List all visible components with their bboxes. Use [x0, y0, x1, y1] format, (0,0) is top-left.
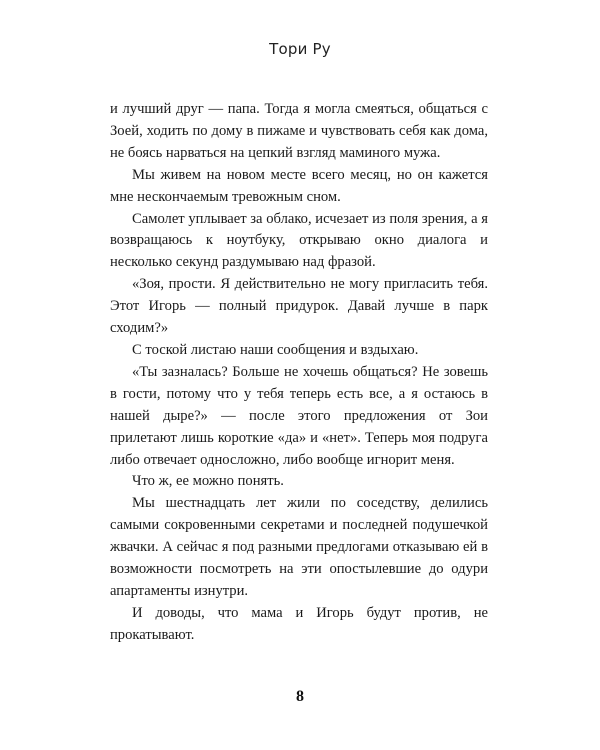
paragraph: «Зоя, прости. Я действительно не могу пригласить тебя. Этот Игорь — полный придурок. Давай лучше в парк сходим?»: [110, 276, 488, 337]
paragraph: И доводы, что мама и Игорь будут против, не прокатывают.: [110, 604, 488, 643]
paragraph: Мы живем на новом месте всего месяц, но он кажется мне нескончаемым тревожным сном.: [110, 166, 488, 205]
running-title: Тори Ру: [269, 40, 331, 58]
paragraph: Что ж, ее можно понять.: [132, 473, 284, 490]
paragraph: «Ты зазналась? Больше не хочешь общаться? Не зовешь в гости, потому что у тебя теперь есть все, а я остаюсь в нашей дыре?» — после этого предложения от Зои прилетают лишь короткие «да» и «нет». Теперь моя подруга либо отвечает односложно, либо вообще игнорит меня.: [110, 363, 488, 468]
page-number: 8: [296, 688, 304, 705]
paragraph: С тоской листаю наши сообщения и вздыхаю.: [132, 341, 419, 358]
paragraph: Мы шестнадцать лет жили по соседству, делились самыми сокровенными секретами и последней подушечкой жвачки. А сейчас я под разными предлогами отказываю ей в возможности посмотреть на эти опостылевшие до одури апартаменты изнутри.: [110, 495, 488, 599]
paragraph: Самолет уплывает за облако, исчезает из поля зрения, а я возвращаюсь к ноутбуку, открываю окно диалога и несколько секунд раздумываю над фразой.: [110, 210, 488, 271]
body-text: [110, 99, 488, 647]
paragraph: и лучший друг — папа. Тогда я могла смеяться, общаться с Зоей, ходить по дому в пижаме и чувствовать себя как дома, не боясь нарваться на цепкий взгляд маминого мужа.: [110, 101, 488, 161]
